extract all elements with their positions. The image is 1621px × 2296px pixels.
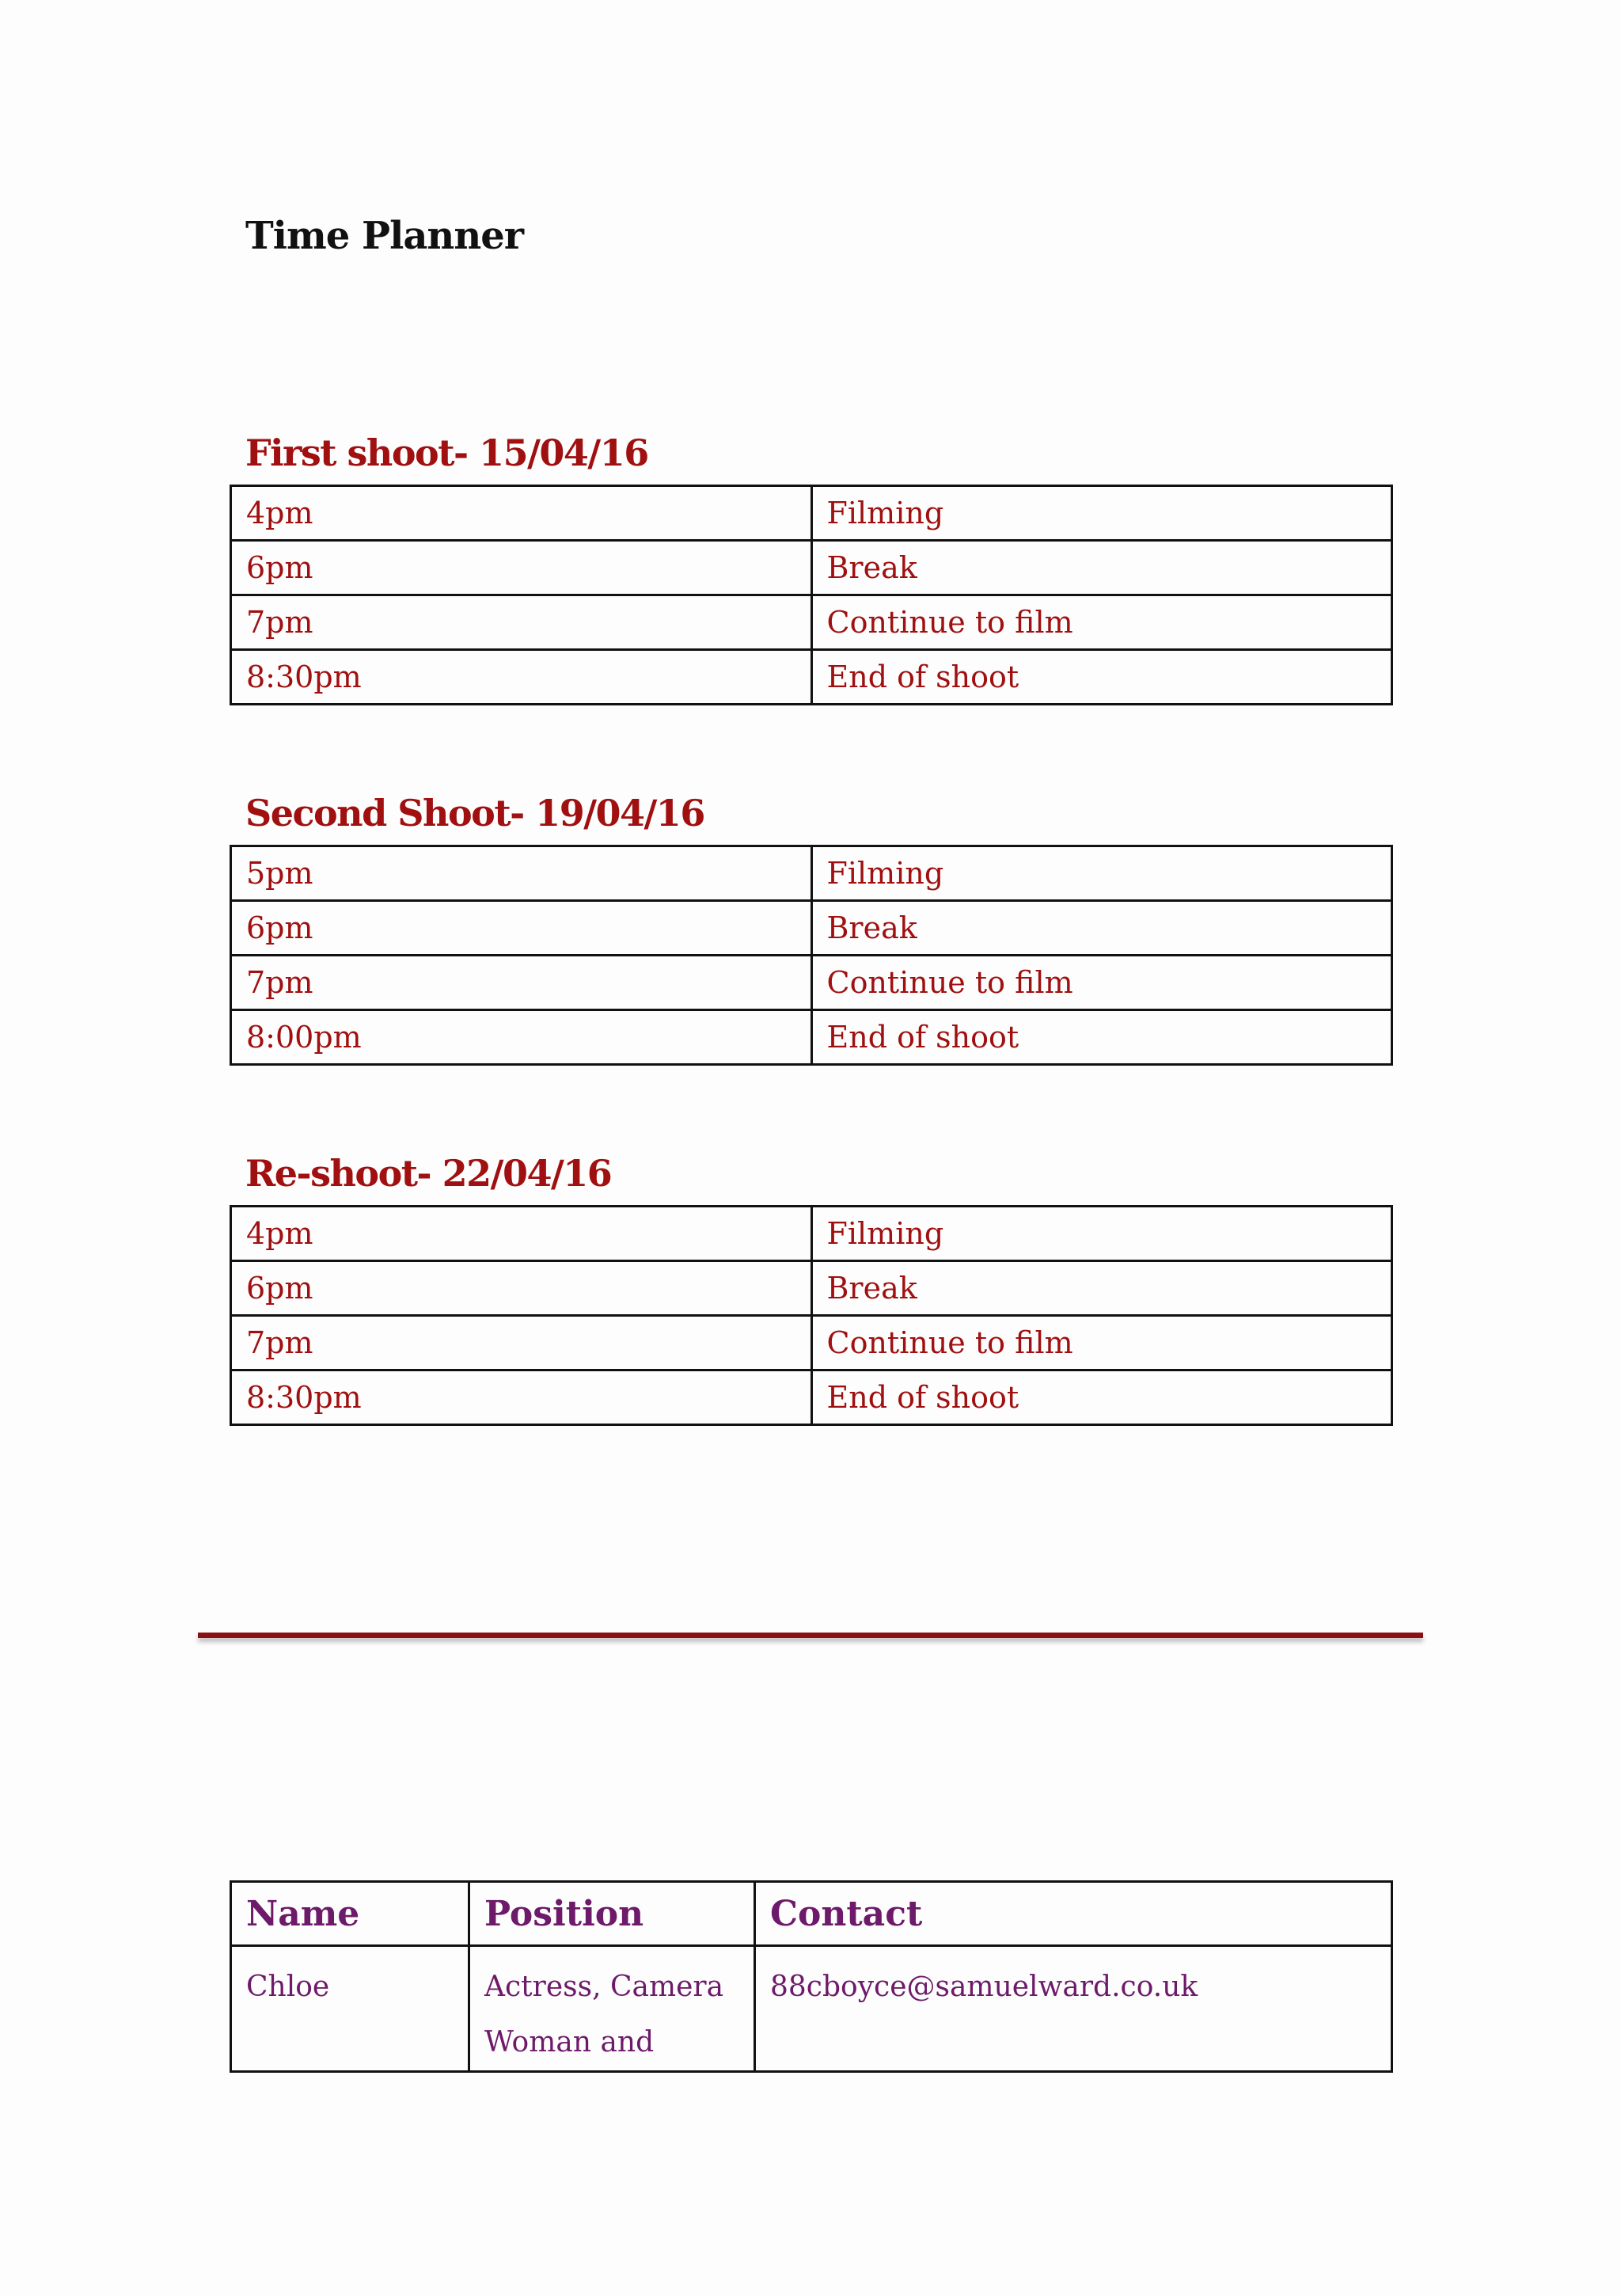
activity-cell: Break <box>811 901 1392 956</box>
time-cell: 6pm <box>231 901 812 956</box>
crew-name-cell: Chloe <box>231 1946 469 2072</box>
time-cell: 4pm <box>231 486 812 541</box>
activity-cell: Continue to film <box>811 595 1392 650</box>
table-row <box>231 486 1392 541</box>
table-row <box>231 846 1392 901</box>
table-row <box>231 541 1392 595</box>
time-cell: 6pm <box>231 541 812 595</box>
section-heading-first-shoot: First shoot- 15/04/16 <box>245 431 648 474</box>
activity-cell: End of shoot <box>811 650 1392 705</box>
activity-cell: Break <box>811 541 1392 595</box>
time-cell: 8:30pm <box>231 650 812 705</box>
schedule-table-second-shoot <box>230 845 1393 1066</box>
table-row <box>231 1207 1392 1261</box>
table-row <box>231 1261 1392 1316</box>
time-cell: 8:00pm <box>231 1010 812 1065</box>
section-heading-re-shoot: Re-shoot- 22/04/16 <box>245 1152 612 1195</box>
schedule-table-first-shoot <box>230 485 1393 705</box>
table-row <box>231 595 1392 650</box>
time-cell: 7pm <box>231 595 812 650</box>
table-row <box>231 1946 1392 2072</box>
time-cell: 7pm <box>231 956 812 1010</box>
activity-cell: Filming <box>811 846 1392 901</box>
activity-cell: Filming <box>811 486 1392 541</box>
activity-cell: Filming <box>811 1207 1392 1261</box>
table-row <box>231 1370 1392 1425</box>
activity-cell: Break <box>811 1261 1392 1316</box>
section-divider <box>198 1633 1423 1638</box>
table-row <box>231 1010 1392 1065</box>
crew-contact-table <box>230 1880 1393 2073</box>
column-header-contact: Contact <box>755 1882 1392 1946</box>
schedule-table-re-shoot <box>230 1205 1393 1426</box>
time-cell: 6pm <box>231 1261 812 1316</box>
time-cell: 8:30pm <box>231 1370 812 1425</box>
table-row <box>231 650 1392 705</box>
activity-cell: End of shoot <box>811 1010 1392 1065</box>
table-row <box>231 1316 1392 1370</box>
crew-position-cell: Actress, Camera Woman and <box>469 1946 755 2072</box>
column-header-position: Position <box>469 1882 755 1946</box>
table-row <box>231 901 1392 956</box>
time-cell: 5pm <box>231 846 812 901</box>
section-heading-second-shoot: Second Shoot- 19/04/16 <box>245 792 704 834</box>
table-row <box>231 956 1392 1010</box>
activity-cell: Continue to film <box>811 956 1392 1010</box>
activity-cell: Continue to film <box>811 1316 1392 1370</box>
crew-contact-cell: 88cboyce@samuelward.co.uk <box>755 1946 1392 2072</box>
activity-cell: End of shoot <box>811 1370 1392 1425</box>
time-cell: 7pm <box>231 1316 812 1370</box>
page-title: Time Planner <box>245 214 524 258</box>
column-header-name: Name <box>231 1882 469 1946</box>
table-header-row <box>231 1882 1392 1946</box>
time-cell: 4pm <box>231 1207 812 1261</box>
